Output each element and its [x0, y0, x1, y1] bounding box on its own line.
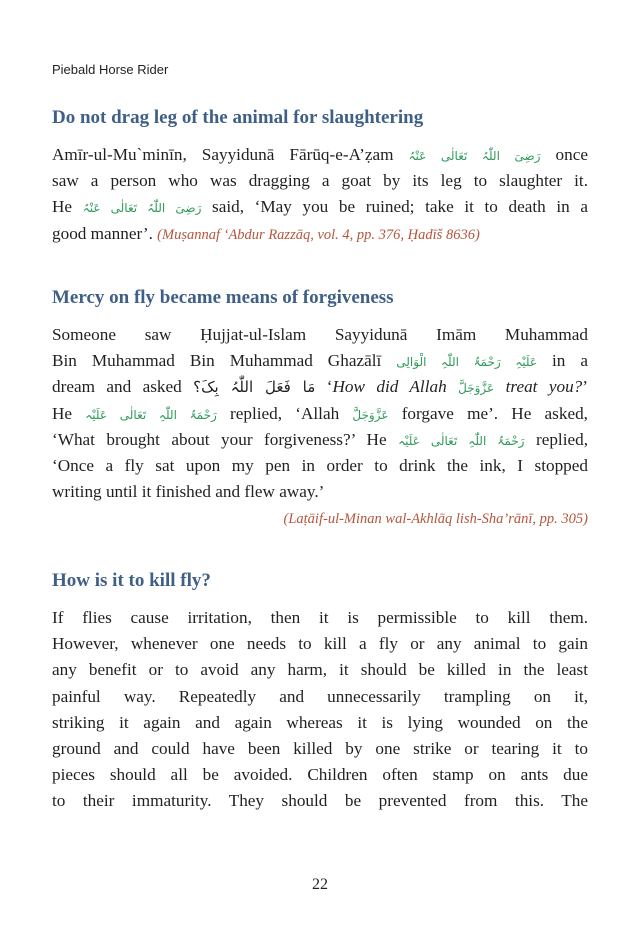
- text-line: to their immaturity. They should be prevented from this. The: [52, 791, 588, 811]
- text-line: Someone saw Ḥujjat-ul-Islam Sayyidunā Imām Muhammad: [52, 325, 588, 344]
- section-heading-mercy-on-fly: Mercy on fly became means of forgiveness: [52, 287, 394, 308]
- text-line: writing until it finished and flew away.’: [52, 482, 325, 502]
- text-line: However, whenever one needs to kill a fly or any animal to gain: [52, 634, 588, 654]
- text-line: pieces should all be avoided. Children often stamp on ants due: [52, 765, 588, 785]
- section-heading-kill-fly: How is it to kill fly?: [52, 570, 211, 591]
- running-head: Piebald Horse Rider: [52, 62, 169, 77]
- text-line: He رَحْمَۃُ اللّٰہِ تَعَالٰی عَلَیْہ replied, ‘Allah عَزَّوَجَلَّ forgave me’. He asked,: [52, 403, 588, 423]
- text-line: saw a person who was dragging a goat by its leg to slaughter it.: [52, 171, 588, 191]
- text-line: Bin Muhammad Bin Muhammad Ghazālī عَلَیْہِ رَحْمَۃُ اللّٰہِ الْوَالِی in a: [52, 351, 588, 371]
- text-line: ‘Once a fly sat upon my pen in order to drink the ink, I stopped: [52, 455, 588, 475]
- reference-citation: (Laṭāif-ul-Minan wal-Akhlāq lish-Sha’rānī, pp. 305): [283, 511, 588, 528]
- text-line: He رَضِیَ اللّٰہُ تَعَالٰی عَنْہُ said, ‘May you be ruined; take it to death in a: [52, 197, 588, 217]
- paragraph-slaughtering: [52, 142, 588, 247]
- honorific-arabic: عَزَّوَجَلَّ: [352, 407, 389, 422]
- paragraph-kill-fly: [52, 605, 588, 815]
- text-line: If flies cause irritation, then it is permissible to kill them.: [52, 608, 588, 627]
- text-line: ‘What brought about your forgiveness?’ He رَحْمَۃُ اللّٰہِ تَعَالٰی عَلَیْہ replied,: [52, 429, 588, 449]
- arabic-question: مَا فَعَلَ اللّٰہُ بِکَ؟: [193, 378, 316, 397]
- text-line: dream and asked مَا فَعَلَ اللّٰہُ بِکَ؟ ‘How did Allah عَزَّوَجَلَّ treat you?’: [52, 377, 588, 397]
- text-line: striking it again and again whereas it is lying wounded on the: [52, 712, 588, 732]
- text-line: any benefit or to avoid any harm, it should be killed in the least: [52, 660, 588, 680]
- text-line: good manner’. (Muṣannaf ‘Abdur Razzāq, vol. 4, pp. 376, Ḥadīš 8636): [52, 223, 480, 243]
- honorific-arabic: رَحْمَۃُ اللّٰہِ تَعَالٰی عَلَیْہ: [85, 407, 217, 422]
- text-line: Amīr-ul-Mu`minīn, Sayyidunā Fārūq-e-A’ẓam رَضِیَ اللّٰہُ تَعَالٰی عَنْہُ once: [52, 145, 588, 164]
- honorific-arabic: عَلَیْہِ رَحْمَۃُ اللّٰہِ الْوَالِی: [396, 355, 537, 370]
- page-number: 22: [312, 876, 328, 893]
- honorific-arabic: رَحْمَۃُ اللّٰہِ تَعَالٰی عَلَیْہ: [398, 433, 525, 448]
- honorific-arabic: عَزَّوَجَلَّ: [458, 381, 495, 396]
- reference-citation: (Muṣannaf ‘Abdur Razzāq, vol. 4, pp. 376, Ḥadīš 8636): [157, 226, 480, 243]
- paragraph-mercy-on-fly: [52, 322, 588, 532]
- honorific-arabic: رَضِیَ اللّٰہُ تَعَالٰی عَنْہُ: [82, 201, 202, 216]
- document-page: [52, 0, 588, 949]
- text-line: ground and could have been killed by one strike or tearing it to: [52, 738, 588, 758]
- text-line: painful way. Repeatedly and unnecessarily trampling on it,: [52, 686, 588, 706]
- honorific-arabic: رَضِیَ اللّٰہُ تَعَالٰی عَنْہُ: [408, 149, 541, 163]
- section-heading-slaughtering: Do not drag leg of the animal for slaughtering: [52, 107, 424, 128]
